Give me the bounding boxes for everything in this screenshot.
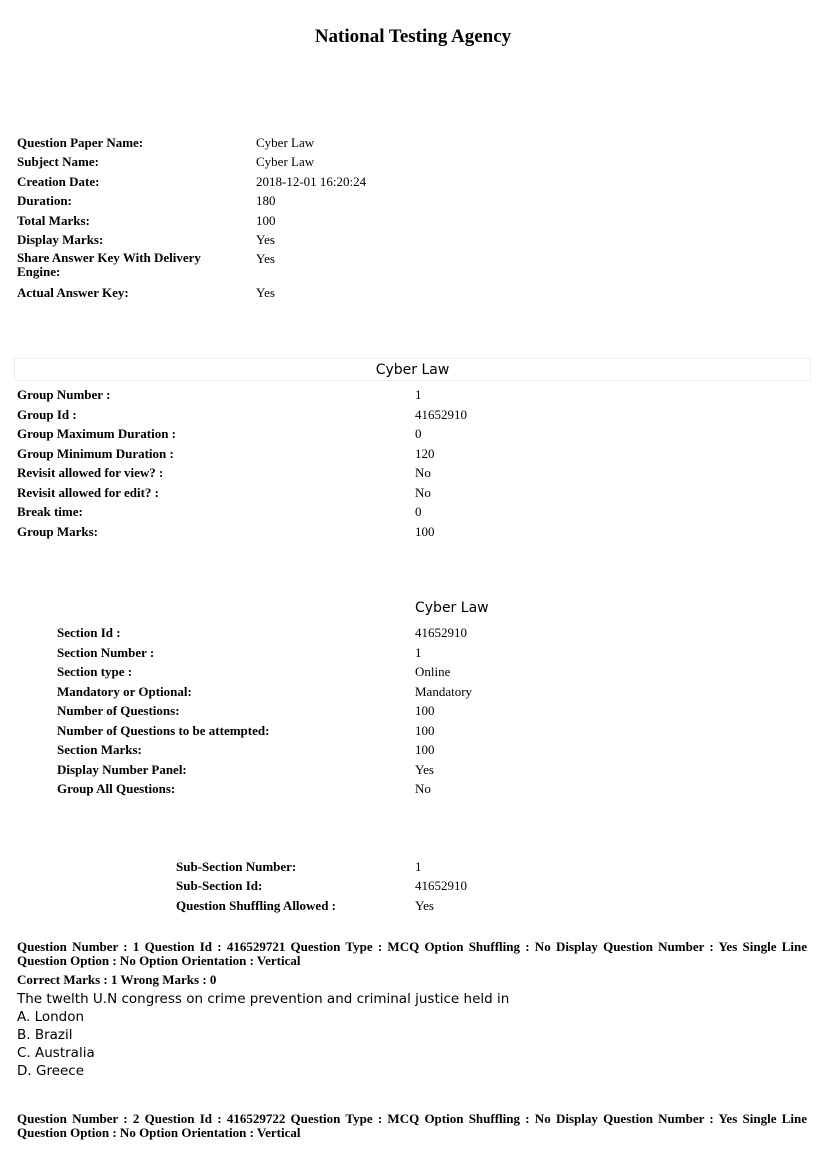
page-title: National Testing Agency: [314, 26, 512, 47]
group-value: 100: [415, 523, 435, 539]
question-meta: Question Number : 2 Question Id : 416529722 Question Type : MCQ Option Shuffling : No Display Question Number : Yes Single Line Question Option : No Option Orientation : Vertical: [17, 1111, 807, 1140]
section-label: Section Marks:: [57, 742, 142, 757]
info-value: 180: [256, 193, 276, 209]
group-title: Cyber Law: [375, 362, 450, 378]
group-value: 41652910: [415, 406, 467, 422]
section-value: Yes: [415, 761, 434, 777]
section-value: 100: [415, 722, 435, 738]
option-d: D. Greece: [17, 1063, 85, 1079]
group-value: 120: [415, 445, 435, 461]
info-label: Duration:: [17, 193, 72, 209]
info-value: 2018-12-01 16:20:24: [256, 173, 367, 189]
section-label: Display Number Panel:: [57, 761, 187, 777]
info-value: Cyber Law: [256, 154, 315, 170]
section-value: Online: [415, 664, 451, 679]
subsection-value: 1: [415, 859, 422, 874]
option-c: C. Australia: [17, 1045, 95, 1061]
section-value: No: [415, 781, 431, 796]
group-label: Group Id :: [17, 406, 77, 422]
subsection-value: 41652910: [415, 878, 467, 894]
section-label: Number of Questions to be attempted:: [57, 722, 270, 738]
section-value: 1: [415, 644, 422, 660]
subsection-label: Sub-Section Id:: [176, 878, 263, 894]
section-label: Number of Questions:: [57, 703, 180, 718]
section-label: Mandatory or Optional:: [57, 683, 192, 699]
section-title: Cyber Law: [415, 600, 489, 616]
group-label: Group Minimum Duration :: [17, 445, 174, 461]
subsection-label: Question Shuffling Allowed :: [176, 897, 337, 913]
group-value: No: [415, 484, 431, 500]
group-label: Revisit allowed for view? :: [17, 465, 164, 480]
group-label: Break time:: [17, 504, 83, 519]
question-text: The twelth U.N congress on crime prevention and criminal justice held in: [17, 991, 510, 1007]
section-value: Mandatory: [415, 683, 473, 699]
section-value: 41652910: [415, 625, 467, 640]
group-label: Group Maximum Duration :: [17, 426, 177, 441]
question-meta: Question Number : 1 Question Id : 416529721 Question Type : MCQ Option Shuffling : No Display Question Number : Yes Single Line Question Option : No Option Orientation : Vertical: [17, 939, 807, 968]
group-title-box: [14, 358, 811, 381]
section-label: Group All Questions:: [57, 781, 176, 796]
subsection-value: Yes: [415, 897, 434, 913]
info-value: Cyber Law: [256, 135, 315, 150]
section-value: 100: [415, 703, 435, 718]
group-value: 1: [415, 387, 422, 402]
info-label: Creation Date:: [17, 173, 100, 189]
section-label: Section Number :: [57, 644, 155, 660]
info-label: Share Answer Key With Delivery Engine:: [17, 250, 201, 280]
section-label: Section type :: [57, 664, 133, 679]
option-b: B. Brazil: [17, 1027, 73, 1043]
option-a: A. London: [17, 1009, 85, 1025]
section-value: 100: [415, 742, 435, 757]
info-value: Yes: [256, 251, 275, 267]
info-label: Total Marks:: [17, 212, 90, 228]
section-label: Section Id :: [57, 625, 121, 640]
info-label: Subject Name:: [17, 154, 99, 170]
group-value: 0: [415, 504, 422, 519]
group-value: 0: [415, 426, 422, 441]
info-value: Yes: [256, 232, 275, 247]
info-label: Actual Answer Key:: [17, 285, 129, 301]
group-value: No: [415, 465, 431, 480]
subsection-label: Sub-Section Number:: [176, 859, 297, 874]
group-label: Revisit allowed for edit? :: [17, 484, 160, 500]
info-value: 100: [256, 212, 276, 228]
group-label: Group Marks:: [17, 523, 99, 539]
info-label: Question Paper Name:: [17, 135, 144, 150]
info-label: Display Marks:: [17, 232, 104, 247]
group-label: Group Number :: [17, 387, 111, 402]
question-marks: Correct Marks : 1 Wrong Marks : 0: [17, 972, 217, 987]
info-value: Yes: [256, 285, 275, 301]
